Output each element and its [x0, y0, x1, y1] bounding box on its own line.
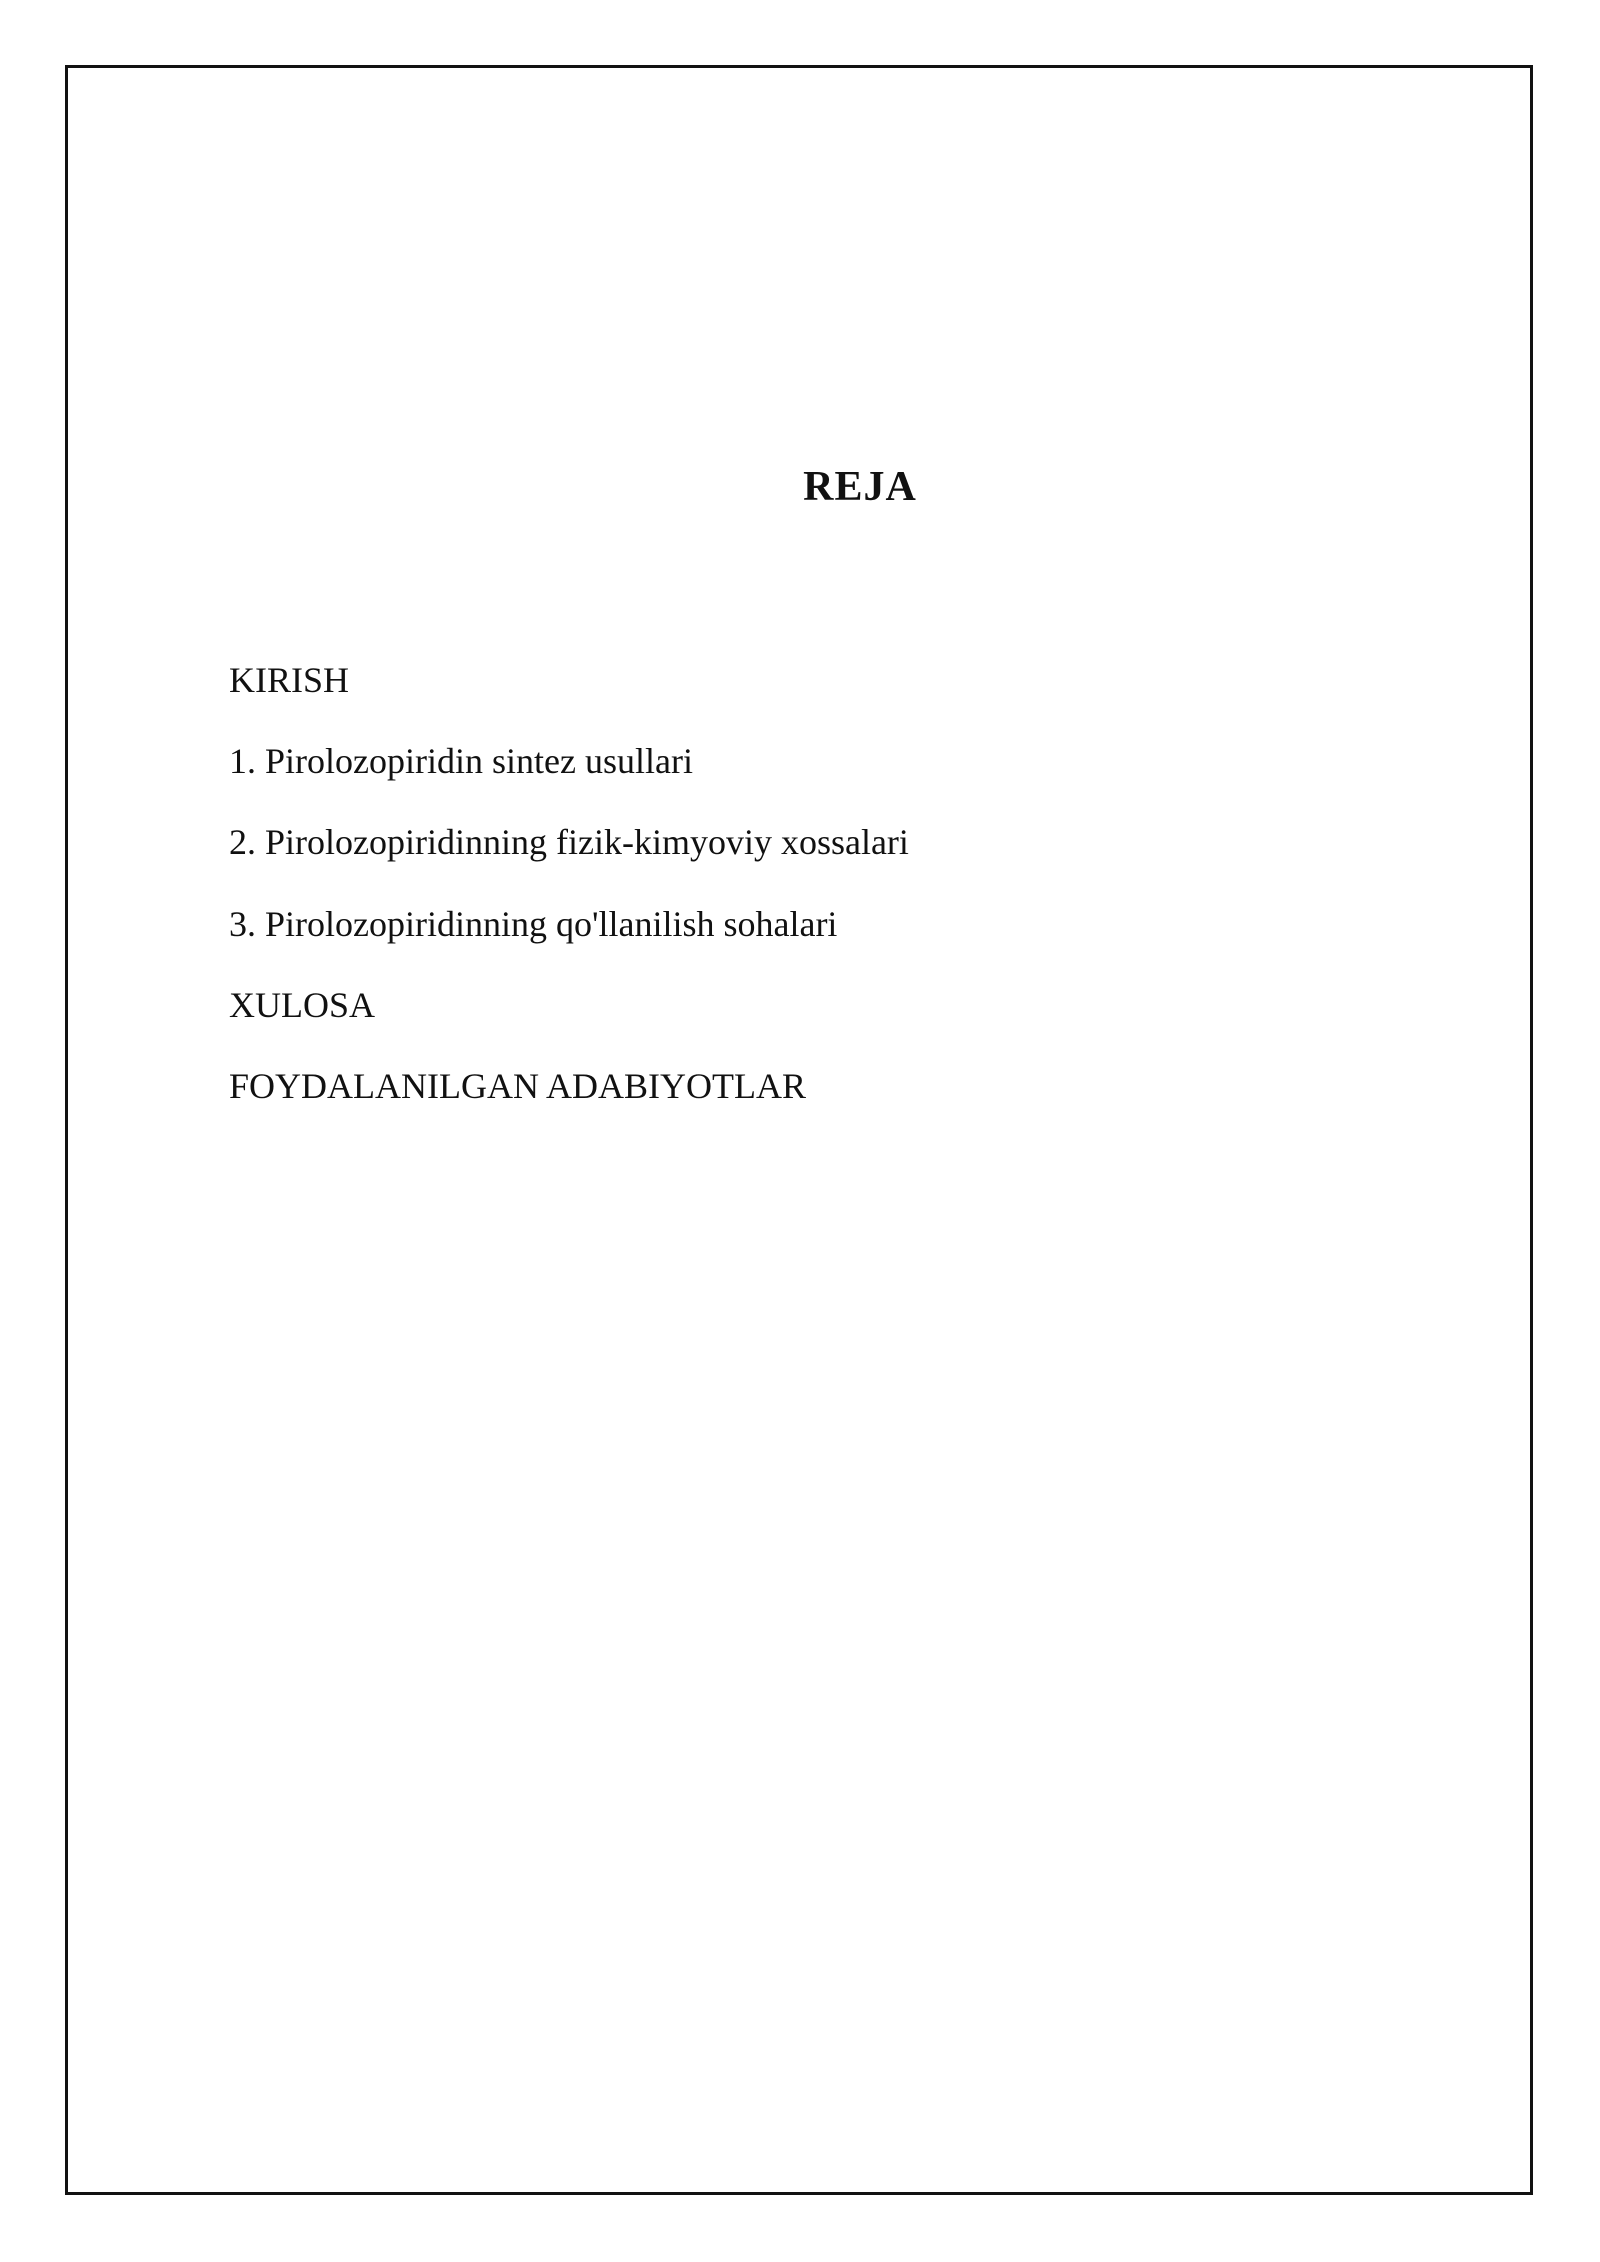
- plan-item-introduction: KIRISH: [229, 660, 350, 700]
- page-title: REJA: [803, 464, 917, 510]
- plan-item-physicochemical-properties: 2. Pirolozopiridinning fizik-kimyoviy xossalari: [229, 822, 909, 863]
- plan-list: [229, 640, 909, 1127]
- plan-item-conclusion: XULOSA: [229, 984, 376, 1025]
- plan-item-references: FOYDALANILGAN ADABIYOTLAR: [229, 1066, 806, 1107]
- plan-item-applications: 3. Pirolozopiridinning qo'llanilish sohalari: [229, 903, 838, 944]
- page-border: [65, 65, 1533, 2195]
- plan-item-synthesis-methods: 1. Pirolozopiridin sintez usullari: [229, 741, 693, 782]
